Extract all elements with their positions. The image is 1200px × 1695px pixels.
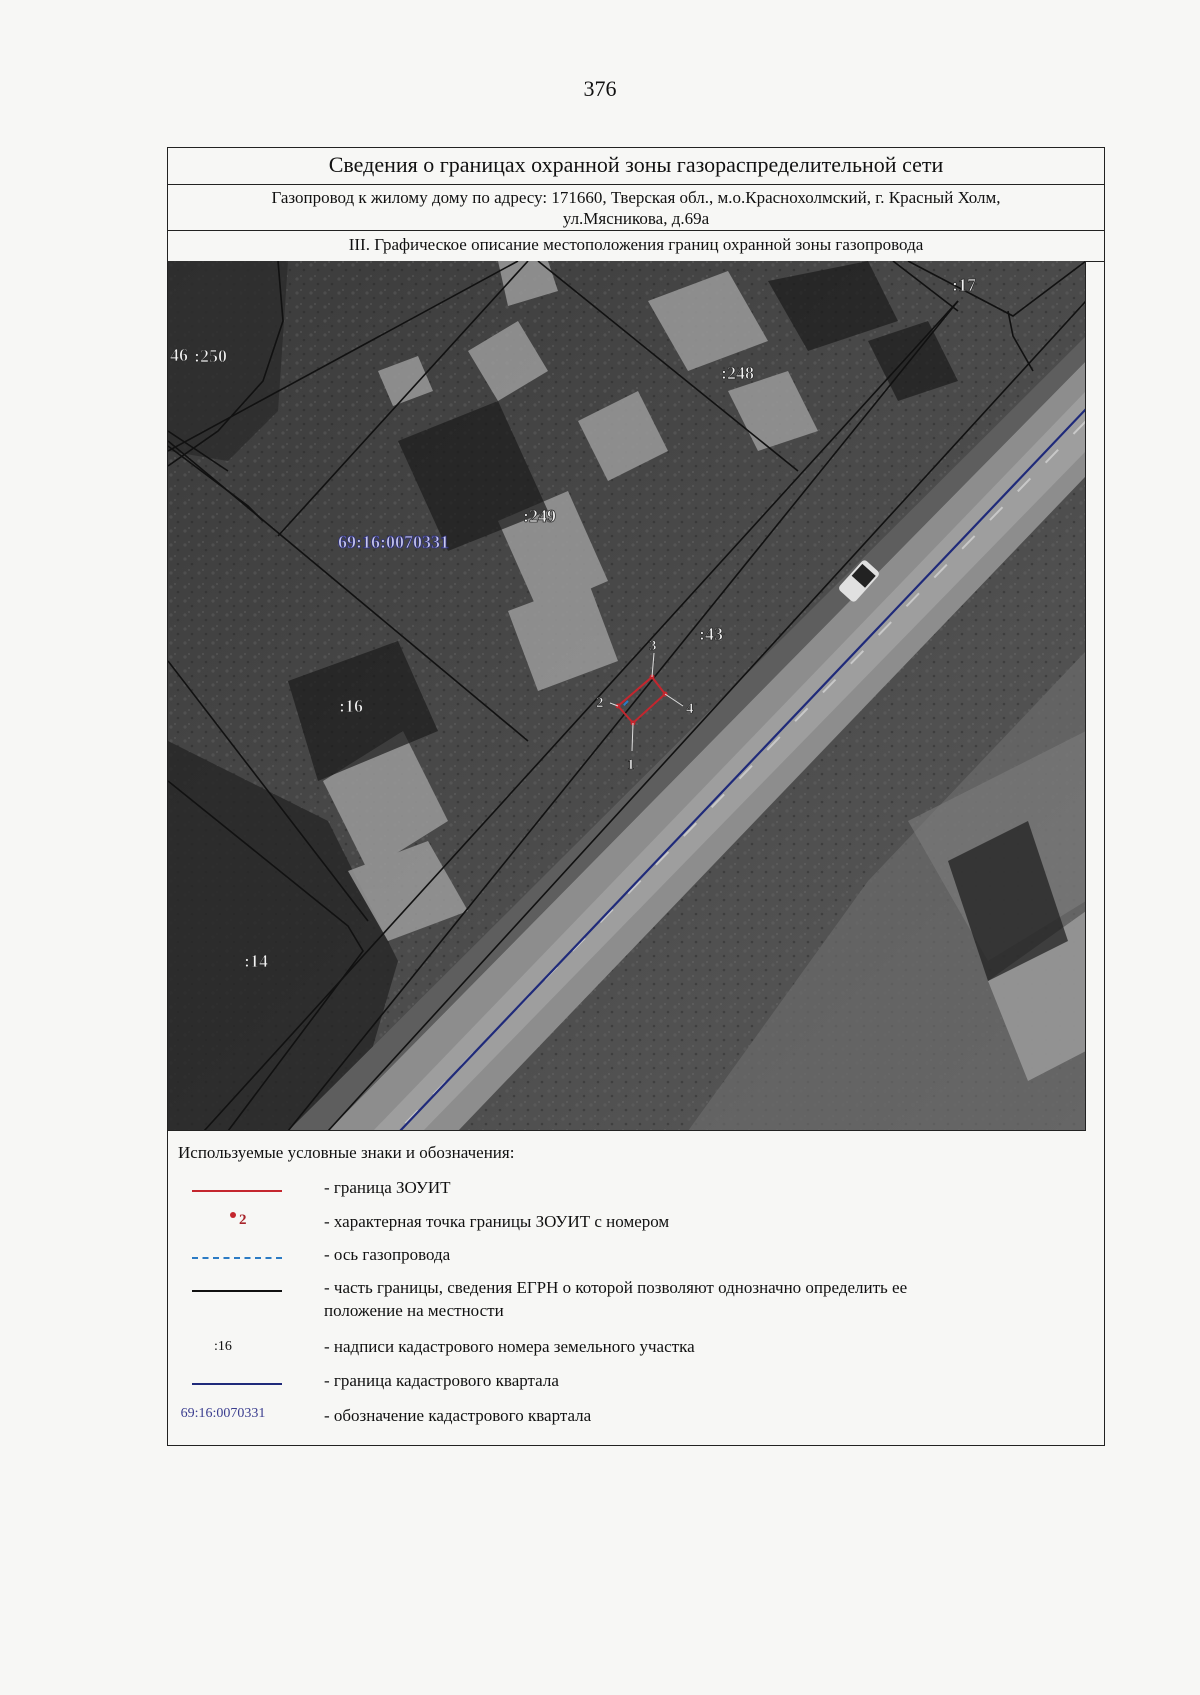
cadastral-map (168, 261, 1086, 1131)
legend-symbol-blue-dashed-line (180, 1243, 285, 1273)
document-title: Сведения о границах охранной зоны газораспределительной сети (168, 148, 1104, 185)
legend-symbol-black-line (180, 1276, 285, 1306)
zone-point-label-2: 2 (596, 695, 604, 711)
section-heading: III. Графическое описание местоположения границ охранной зоны газопровода (168, 231, 1104, 262)
legend-symbol-red-line (180, 1176, 285, 1206)
quarter-label: 69:16:0070331 (338, 532, 449, 552)
legend-parcel-label-symbol: :16 (214, 1339, 232, 1354)
address-line-1: Газопровод к жилому дому по адресу: 171660, Тверская обл., м.о.Краснохолмский, г. Красный Холм, (271, 188, 1001, 207)
zone-point-label-3: 3 (649, 638, 657, 654)
parcel-label-14: :14 (244, 951, 268, 971)
parcel-label-43: :43 (699, 624, 723, 644)
parcel-label-250: :250 (194, 346, 227, 366)
document-frame (167, 147, 1105, 1446)
legend-symbol-red-point (180, 1210, 285, 1240)
address-line-2: ул.Мясникова, д.69а (562, 209, 710, 228)
legend-title: Используемые условные знаки и обозначения: (178, 1143, 515, 1162)
object-address (168, 185, 1104, 231)
parcel-label-248: :248 (721, 363, 754, 383)
parcel-label-46: 46 (170, 345, 188, 365)
aerial-map-svg (168, 261, 1086, 1131)
legend-quarter-label-symbol: 69:16:0070331 (180, 1406, 266, 1421)
zone-point-label-4: 4 (686, 701, 694, 717)
parcel-label-17: :17 (952, 275, 976, 295)
legend-symbol-navy-line (180, 1369, 285, 1399)
zone-point-label-1: 1 (627, 757, 635, 773)
parcel-label-16: :16 (339, 696, 363, 716)
legend: Используемые условные знаки и обозначения: - граница ЗОУИТ 2 - характерная точка границы ЗОУИТ с номером - ось газопровода - часть границы, сведения ЕГРН о которой позволяют однозначно определить ее положение на местности :16 - надписи кадастрового номера земельного участка - граница кадастрового квартала 69:16:0070331 - обозначение кадастрового квартала (168, 1143, 1104, 1443)
parcel-label-249: :249 (523, 506, 556, 526)
legend-point-number: 2 (239, 1212, 247, 1228)
page-number: 376 (583, 76, 617, 101)
